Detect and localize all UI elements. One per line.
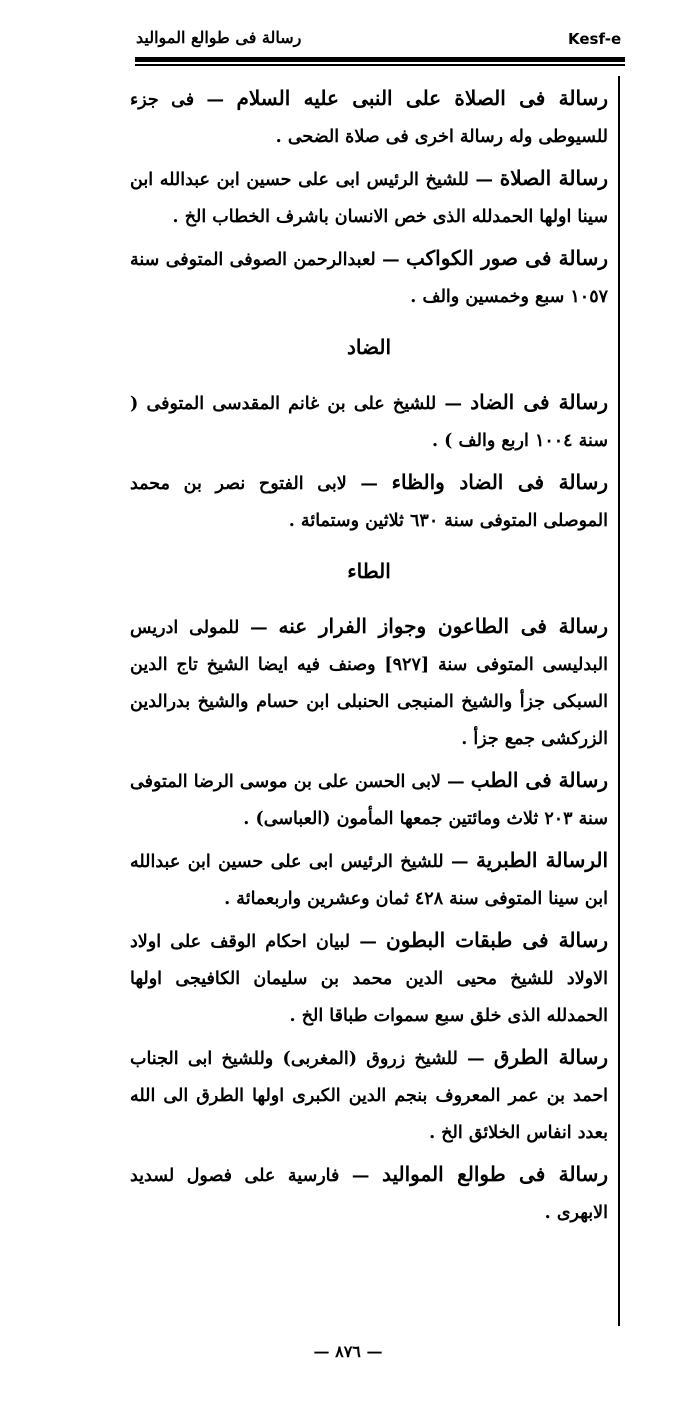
entry-text: — للشيخ الرئيس ابى على حسين ابن عبدالله ابن سينا اولها الحمدلله الذى خص الانسان باشرف الخطاب الخ . [130, 170, 608, 227]
entry-text: — للمولى ادريس البدليسى المتوفى سنة [٩٢٧] وصنف فيه ايضا الشيخ تاج الدين السبكى جزأ والشيخ المنبجى الحنبلى ابن حسام والشيخ بدرالدين الزركشى جمع جزأ . [130, 618, 608, 749]
entry [130, 160, 608, 236]
section-heading: الضاد [347, 335, 391, 359]
entry [130, 762, 608, 838]
entry [130, 1039, 608, 1152]
entry-text: — فارسية على فصول لسديد الابهرى . [130, 1166, 608, 1223]
entry [130, 1156, 608, 1232]
entry-title: رسالة الطرق [493, 1045, 608, 1069]
page-number: — ٨٧٦ — [313, 1342, 383, 1361]
entry-text: — فى جزء للسيوطى وله رسالة اخرى فى صلاة الضحى . [130, 90, 608, 147]
entry-text: — لبيان احكام الوقف على اولاد الاولاد للشيخ محيى الدين محمد بن سليمان الكافيجى اولها الحمدلله الذى خلق سبع سموات طباقا الخ . [130, 932, 608, 1026]
entry-title: رسالة فى صور الكواكب [405, 246, 608, 270]
entry-title: رسالة فى الطب [470, 768, 608, 792]
header-rule-thick [135, 57, 625, 62]
main-text [130, 80, 608, 1236]
entry-title: رسالة فى طوالع المواليد [381, 1162, 608, 1186]
entry-title: رسالة فى الصلاة على النبى عليه السلام [236, 86, 608, 110]
entry-text: — لابى الحسن على بن موسى الرضا المتوفى سنة ٢٠٣ ثلاث ومائتين جمعها المأمون (العباسى) . [130, 772, 608, 829]
page-header [136, 22, 624, 56]
entry-text: — للشيخ الرئيس ابى على حسين ابن عبدالله ابن سينا المتوفى سنة ٤٢٨ ثمان وعشرين واربعمائة . [130, 852, 608, 909]
running-title: رسالة فى طوالع المواليد [136, 28, 302, 47]
entry [130, 842, 608, 918]
entry-title: رسالة فى طبقات البطون [386, 928, 608, 952]
entry-text: — للشيخ زروق (المغربى) وللشيخ ابى الجناب احمد بن عمر المعروف بنجم الدين الكبرى اولها الطرق الى الله بعدد انفاس الخلائق الخ . [130, 1049, 608, 1143]
entry [130, 922, 608, 1035]
entry [130, 80, 608, 156]
entry [130, 240, 608, 316]
book-label: Kesf-e [568, 30, 622, 48]
entry-text: — للشيخ على بن غانم المقدسى المتوفى ( سنة ١٠٠٤ اربع والف ) . [130, 394, 608, 451]
entry-title: الرسالة الطبرية [475, 848, 609, 872]
entry-text: — لابى الفتوح نصر بن محمد الموصلى المتوفى سنة ٦٣٠ ثلاثين وستمائة . [130, 474, 608, 531]
section-heading: الطاء [347, 559, 391, 583]
entry-text: — لعبدالرحمن الصوفى المتوفى سنة ١٠٥٧ سبع وخمسين والف . [130, 250, 608, 307]
margin-vertical-line [618, 76, 620, 1326]
entry-title: رسالة فى الضاد [470, 390, 608, 414]
entry-title: رسالة فى الضاد والظاء [391, 470, 609, 494]
header-rule-thin [135, 64, 625, 66]
entry [130, 608, 608, 758]
entry [130, 384, 608, 460]
entry [130, 464, 608, 540]
entry-title: رسالة فى الطاعون وجواز الفرار عنه [278, 614, 608, 638]
entry-title: رسالة الصلاة [499, 166, 608, 190]
